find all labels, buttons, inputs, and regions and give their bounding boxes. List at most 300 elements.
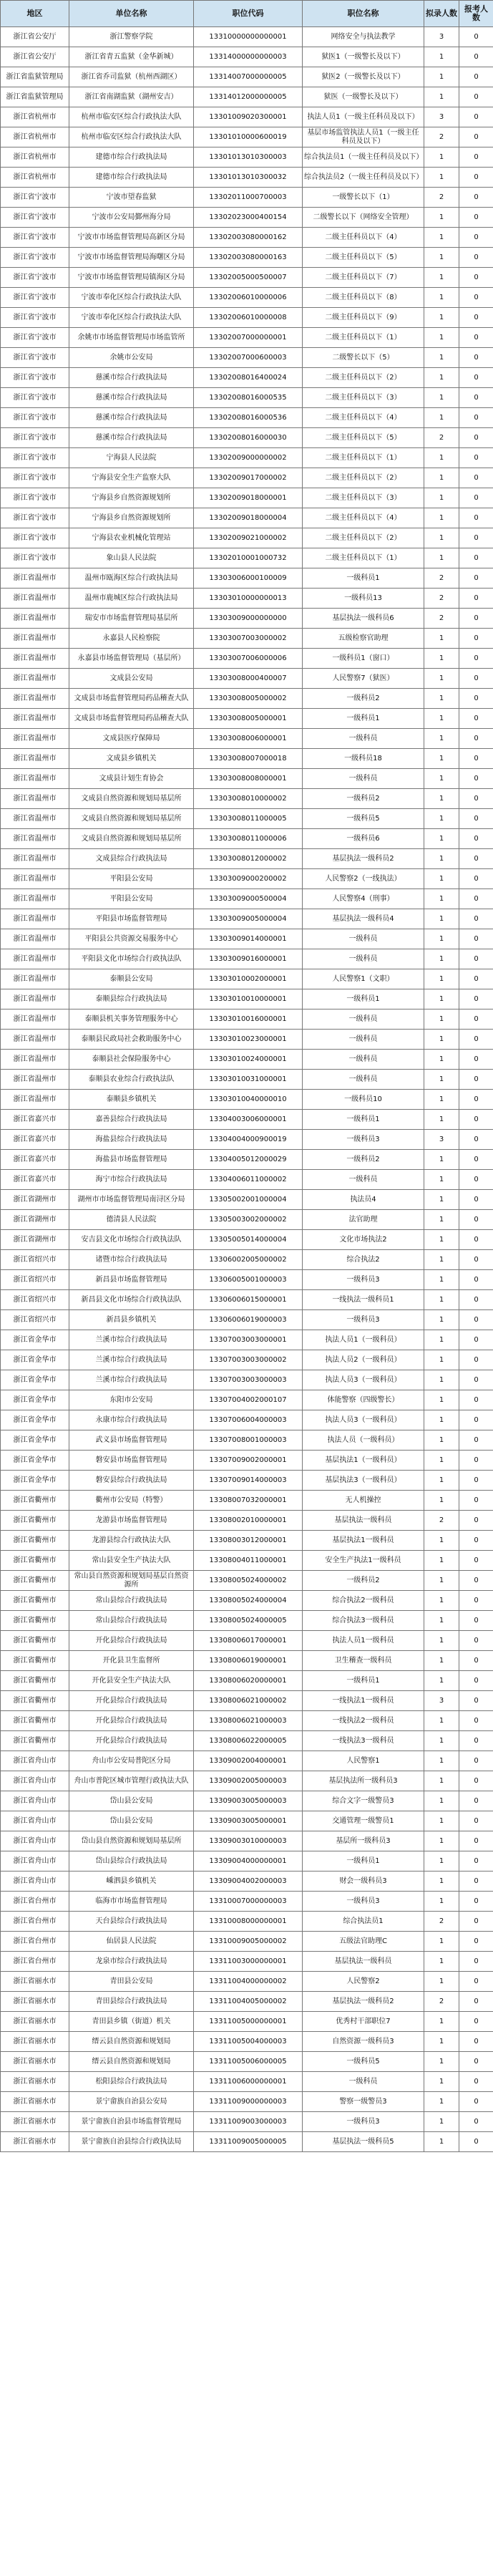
cell-quota: 1 — [424, 308, 459, 328]
cell-code: 13303008010000002 — [194, 789, 303, 809]
table-row — [1, 1090, 493, 1110]
cell-quota: 1 — [424, 949, 459, 969]
table-row — [1, 829, 493, 849]
cell-position: 人民警察1（文职） — [303, 969, 424, 989]
cell-code: 13308005024000004 — [194, 1591, 303, 1611]
cell-region: 浙江省丽水市 — [1, 2052, 69, 2072]
cell-quota: 1 — [424, 1751, 459, 1771]
cell-region: 浙江省衢州市 — [1, 1711, 69, 1731]
cell-code: 13303010002000001 — [194, 969, 303, 989]
table-row — [1, 989, 493, 1009]
cell-unit: 永嘉县市场监督管理局（基层所） — [69, 649, 194, 669]
cell-quota: 1 — [424, 1009, 459, 1030]
cell-position: 人民警察4（刑事） — [303, 889, 424, 909]
cell-quota: 1 — [424, 649, 459, 669]
cell-region: 浙江省温州市 — [1, 829, 69, 849]
table-row — [1, 1771, 493, 1791]
cell-applicants: 0 — [459, 27, 493, 47]
cell-position: 二级主任科员以下（1） — [303, 448, 424, 468]
cell-code: 13302006010000008 — [194, 308, 303, 328]
cell-applicants: 0 — [459, 1932, 493, 1952]
cell-unit: 安吉县文化市场综合行政执法队 — [69, 1230, 194, 1250]
cell-applicants: 0 — [459, 1992, 493, 2012]
table-row — [1, 1912, 493, 1932]
cell-quota: 1 — [424, 67, 459, 87]
cell-quota: 1 — [424, 2072, 459, 2092]
cell-position: 一级科员2 — [303, 689, 424, 709]
table-row — [1, 889, 493, 909]
cell-unit: 宁海县人民法院 — [69, 448, 194, 468]
cell-applicants: 0 — [459, 328, 493, 348]
cell-quota: 1 — [424, 508, 459, 528]
cell-code: 13303008006000001 — [194, 729, 303, 749]
cell-region: 浙江省衢州市 — [1, 1731, 69, 1751]
cell-applicants: 0 — [459, 969, 493, 989]
cell-quota: 2 — [424, 1511, 459, 1531]
cell-applicants: 0 — [459, 1210, 493, 1230]
cell-applicants: 0 — [459, 1471, 493, 1491]
cell-quota: 1 — [424, 1430, 459, 1451]
cell-region: 浙江省丽水市 — [1, 2112, 69, 2132]
cell-quota: 3 — [424, 27, 459, 47]
cell-unit: 临海市市场监督管理局 — [69, 1892, 194, 1912]
cell-applicants: 0 — [459, 1952, 493, 1972]
cell-applicants: 0 — [459, 1611, 493, 1631]
cell-region: 浙江省衢州市 — [1, 1511, 69, 1531]
cell-quota: 2 — [424, 188, 459, 208]
cell-position: 安全生产执法1一级科员 — [303, 1551, 424, 1571]
table-row — [1, 1210, 493, 1230]
cell-applicants: 0 — [459, 508, 493, 528]
cell-region: 浙江省温州市 — [1, 909, 69, 929]
table-row — [1, 1030, 493, 1050]
cell-unit: 缙云县自然资源和规划局 — [69, 2052, 194, 2072]
cell-code: 13301009020300001 — [194, 107, 303, 127]
cell-position: 狱医1（一级警长及以下） — [303, 47, 424, 67]
cell-applicants: 0 — [459, 1370, 493, 1390]
cell-code: 13303008007000018 — [194, 749, 303, 769]
cell-code: 13302011000700003 — [194, 188, 303, 208]
cell-code: 13302009018000001 — [194, 488, 303, 508]
cell-quota: 1 — [424, 2112, 459, 2132]
cell-position: 基层执法一级科员2 — [303, 849, 424, 869]
table-row — [1, 1872, 493, 1892]
cell-unit: 余姚市市场监督管理局市场监管所 — [69, 328, 194, 348]
cell-applicants: 0 — [459, 769, 493, 789]
cell-region: 浙江省温州市 — [1, 789, 69, 809]
cell-position: 二级主任科员以下（2） — [303, 468, 424, 488]
cell-position: 执法人员3（一级科员） — [303, 1370, 424, 1390]
cell-unit: 浙江警察学院 — [69, 27, 194, 47]
cell-region: 浙江省金华市 — [1, 1430, 69, 1451]
table-row — [1, 208, 493, 228]
cell-code: 13308006021000002 — [194, 1691, 303, 1711]
cell-code: 13304005012000029 — [194, 1150, 303, 1170]
cell-position: 一级科员1 — [303, 709, 424, 729]
cell-region: 浙江省嘉兴市 — [1, 1130, 69, 1150]
table-row — [1, 2132, 493, 2152]
cell-quota: 1 — [424, 849, 459, 869]
table-row — [1, 348, 493, 368]
cell-position: 一级科员 — [303, 2072, 424, 2092]
cell-region: 浙江省公安厅 — [1, 47, 69, 67]
cell-region: 浙江省宁波市 — [1, 488, 69, 508]
cell-position: 一级科员1 — [303, 1851, 424, 1872]
cell-region: 浙江省杭州市 — [1, 147, 69, 168]
cell-unit: 宁海县农业机械化管理站 — [69, 528, 194, 548]
cell-applicants: 0 — [459, 789, 493, 809]
cell-applicants: 0 — [459, 528, 493, 548]
table-row — [1, 1972, 493, 1992]
cell-applicants: 0 — [459, 1270, 493, 1290]
cell-position: 综合文字一级警员3 — [303, 1791, 424, 1811]
table-row — [1, 488, 493, 508]
cell-position: 法官助理 — [303, 1210, 424, 1230]
cell-region: 浙江省温州市 — [1, 689, 69, 709]
cell-applicants: 0 — [459, 2072, 493, 2092]
cell-quota: 1 — [424, 448, 459, 468]
table-row — [1, 1491, 493, 1511]
cell-code: 13303009000200002 — [194, 869, 303, 889]
table-row — [1, 147, 493, 168]
cell-applicants: 0 — [459, 1691, 493, 1711]
cell-applicants: 0 — [459, 248, 493, 268]
cell-region: 浙江省金华市 — [1, 1350, 69, 1370]
cell-region: 浙江省公安厅 — [1, 27, 69, 47]
cell-code: 13309002005000003 — [194, 1771, 303, 1791]
cell-quota: 2 — [424, 589, 459, 609]
cell-quota: 1 — [424, 1771, 459, 1791]
cell-quota: 1 — [424, 1451, 459, 1471]
cell-applicants: 0 — [459, 1851, 493, 1872]
table-row — [1, 1992, 493, 2012]
table-row — [1, 1190, 493, 1210]
cell-unit: 青田县乡镇（街道）机关 — [69, 2012, 194, 2032]
cell-position: 综合执法员1（一级主任科员及以下） — [303, 147, 424, 168]
table-row — [1, 1370, 493, 1390]
cell-quota: 1 — [424, 2052, 459, 2072]
table-row — [1, 1110, 493, 1130]
cell-unit: 平阳县公共资源交易服务中心 — [69, 929, 194, 949]
cell-code: 13303009016000001 — [194, 949, 303, 969]
cell-applicants: 0 — [459, 1831, 493, 1851]
cell-quota: 1 — [424, 388, 459, 408]
cell-quota: 1 — [424, 1851, 459, 1872]
cell-position: 优秀村干部职位7 — [303, 2012, 424, 2032]
cell-quota: 1 — [424, 168, 459, 188]
header-row — [1, 1, 493, 27]
cell-code: 13303007003000002 — [194, 629, 303, 649]
cell-region: 浙江省温州市 — [1, 949, 69, 969]
cell-region: 浙江省宁波市 — [1, 208, 69, 228]
table-row — [1, 1731, 493, 1751]
cell-region: 浙江省温州市 — [1, 1030, 69, 1050]
table-row — [1, 1851, 493, 1872]
cell-code: 13308006021000003 — [194, 1711, 303, 1731]
cell-quota: 1 — [424, 1952, 459, 1972]
cell-position: 交通管理一级警员1 — [303, 1811, 424, 1831]
cell-quota: 1 — [424, 929, 459, 949]
cell-position: 二级主任科员以下（8） — [303, 288, 424, 308]
cell-region: 浙江省温州市 — [1, 649, 69, 669]
cell-region: 浙江省丽水市 — [1, 2072, 69, 2092]
cell-position: 无人机操控 — [303, 1491, 424, 1511]
cell-applicants: 0 — [459, 2012, 493, 2032]
cell-unit: 宁波市公安局鄞州海分局 — [69, 208, 194, 228]
table-row — [1, 87, 493, 107]
cell-quota: 1 — [424, 869, 459, 889]
cell-code: 13310008000000001 — [194, 1912, 303, 1932]
cell-applicants: 0 — [459, 568, 493, 589]
cell-applicants: 0 — [459, 1330, 493, 1350]
cell-position: 自然资源一级科员3 — [303, 2032, 424, 2052]
cell-quota: 1 — [424, 1190, 459, 1210]
cell-unit: 德清县人民法院 — [69, 1210, 194, 1230]
cell-applicants: 0 — [459, 107, 493, 127]
cell-position: 网络安全与执法教学 — [303, 27, 424, 47]
cell-position: 体能警察（四级警长） — [303, 1390, 424, 1410]
cell-quota: 1 — [424, 1270, 459, 1290]
cell-code: 13301013010300003 — [194, 147, 303, 168]
cell-position: 综合执法员1 — [303, 1912, 424, 1932]
cell-code: 13302008016400024 — [194, 368, 303, 388]
cell-unit: 东阳市公安局 — [69, 1390, 194, 1410]
cell-region: 浙江省绍兴市 — [1, 1270, 69, 1290]
cell-region: 浙江省湖州市 — [1, 1230, 69, 1250]
cell-region: 浙江省衢州市 — [1, 1551, 69, 1571]
cell-code: 13303008011000005 — [194, 809, 303, 829]
table-row — [1, 689, 493, 709]
cell-applicants: 0 — [459, 168, 493, 188]
cell-applicants: 0 — [459, 2132, 493, 2152]
cell-unit: 建德市综合行政执法局 — [69, 168, 194, 188]
cell-position: 基层执法一级科员 — [303, 1952, 424, 1972]
table-row — [1, 1651, 493, 1671]
cell-code: 13308007032000001 — [194, 1491, 303, 1511]
table-row — [1, 448, 493, 468]
cell-position: 一级科员2 — [303, 1571, 424, 1591]
cell-quota: 1 — [424, 1631, 459, 1651]
cell-quota: 1 — [424, 1410, 459, 1430]
cell-applicants: 0 — [459, 548, 493, 568]
cell-applicants: 0 — [459, 1491, 493, 1511]
cell-position: 综合执法2一级科员 — [303, 1591, 424, 1611]
table-row — [1, 1310, 493, 1330]
cell-quota: 3 — [424, 1130, 459, 1150]
table-row — [1, 107, 493, 127]
table-row — [1, 1150, 493, 1170]
cell-code: 13301010000600019 — [194, 127, 303, 147]
cell-position: 二级主任科员以下（3） — [303, 388, 424, 408]
cell-quota: 1 — [424, 1230, 459, 1250]
cell-applicants: 0 — [459, 1350, 493, 1370]
header-quota: 拟录人数 — [424, 1, 459, 27]
cell-position: 一级科员5 — [303, 2052, 424, 2072]
table-row — [1, 2092, 493, 2112]
cell-quota: 1 — [424, 1972, 459, 1992]
cell-region: 浙江省嘉兴市 — [1, 1150, 69, 1170]
cell-quota: 1 — [424, 1491, 459, 1511]
table-row — [1, 1390, 493, 1410]
cell-code: 13302005000500007 — [194, 268, 303, 288]
cell-code: 13302009018000004 — [194, 508, 303, 528]
cell-unit: 天台县综合行政执法局 — [69, 1912, 194, 1932]
cell-region: 浙江省丽水市 — [1, 1972, 69, 1992]
cell-position: 二级主任科员以下（1） — [303, 548, 424, 568]
cell-applicants: 0 — [459, 127, 493, 147]
cell-quota: 1 — [424, 1711, 459, 1731]
cell-region: 浙江省温州市 — [1, 889, 69, 909]
cell-code: 13302006010000006 — [194, 288, 303, 308]
table-row — [1, 589, 493, 609]
table-row — [1, 248, 493, 268]
cell-quota: 1 — [424, 989, 459, 1009]
cell-position: 一线执法1一级科员 — [303, 1691, 424, 1711]
cell-code: 13309003005000003 — [194, 1791, 303, 1811]
cell-quota: 1 — [424, 208, 459, 228]
cell-applicants: 0 — [459, 388, 493, 408]
cell-quota: 1 — [424, 1150, 459, 1170]
cell-unit: 文成县综合行政执法局 — [69, 849, 194, 869]
cell-applicants: 0 — [459, 949, 493, 969]
cell-quota: 1 — [424, 969, 459, 989]
cell-position: 卫生稽查一级科员 — [303, 1651, 424, 1671]
cell-code: 13307006004000003 — [194, 1410, 303, 1430]
cell-applicants: 0 — [459, 669, 493, 689]
cell-quota: 1 — [424, 1611, 459, 1631]
cell-code: 13303009014000001 — [194, 929, 303, 949]
cell-code: 13308002010000001 — [194, 1511, 303, 1531]
cell-applicants: 0 — [459, 1290, 493, 1310]
cell-applicants: 0 — [459, 1150, 493, 1170]
table-row — [1, 468, 493, 488]
cell-region: 浙江省宁波市 — [1, 508, 69, 528]
cell-applicants: 0 — [459, 488, 493, 508]
cell-unit: 开化县安全生产执法大队 — [69, 1671, 194, 1691]
cell-code: 13307004002000107 — [194, 1390, 303, 1410]
cell-unit: 文成县自然资源和规划局基层所 — [69, 829, 194, 849]
cell-code: 13308004011000001 — [194, 1551, 303, 1571]
cell-position: 一级科员 — [303, 929, 424, 949]
cell-unit: 景宁畲族自治县公安局 — [69, 2092, 194, 2112]
cell-region: 浙江省温州市 — [1, 629, 69, 649]
cell-position: 二级主任科员以下（3） — [303, 488, 424, 508]
cell-unit: 松阳县综合行政执法局 — [69, 2072, 194, 2092]
cell-position: 人民警察7（狱医） — [303, 669, 424, 689]
cell-unit: 龙游县综合行政执法大队 — [69, 1531, 194, 1551]
cell-applicants: 0 — [459, 849, 493, 869]
cell-code: 13307003003000002 — [194, 1350, 303, 1370]
cell-unit: 岱山县综合行政执法局 — [69, 1851, 194, 1872]
table-row — [1, 609, 493, 629]
cell-quota: 1 — [424, 689, 459, 709]
cell-applicants: 0 — [459, 1912, 493, 1932]
cell-region: 浙江省温州市 — [1, 769, 69, 789]
cell-applicants: 0 — [459, 869, 493, 889]
cell-position: 五级检察官助理 — [303, 629, 424, 649]
cell-code: 13307009002000001 — [194, 1451, 303, 1471]
cell-region: 浙江省温州市 — [1, 589, 69, 609]
cell-quota: 1 — [424, 87, 459, 107]
cell-applicants: 0 — [459, 1811, 493, 1831]
cell-position: 基层执法一级科员5 — [303, 2132, 424, 2152]
cell-applicants: 0 — [459, 408, 493, 428]
cell-region: 浙江省湖州市 — [1, 1190, 69, 1210]
cell-applicants: 0 — [459, 468, 493, 488]
cell-code: 13303008012000002 — [194, 849, 303, 869]
table-row — [1, 1551, 493, 1571]
cell-unit: 嵊泗县乡镇机关 — [69, 1872, 194, 1892]
header-code: 职位代码 — [194, 1, 303, 27]
cell-applicants: 0 — [459, 1110, 493, 1130]
cell-position: 一级科员3 — [303, 1270, 424, 1290]
cell-unit: 海宁市综合行政执法局 — [69, 1170, 194, 1190]
cell-code: 13302009000000002 — [194, 448, 303, 468]
cell-applicants: 0 — [459, 87, 493, 107]
cell-region: 浙江省温州市 — [1, 929, 69, 949]
cell-unit: 仙居县人民法院 — [69, 1932, 194, 1952]
cell-quota: 1 — [424, 769, 459, 789]
cell-unit: 慈溪市综合行政执法局 — [69, 368, 194, 388]
cell-region: 浙江省温州市 — [1, 809, 69, 829]
cell-quota: 1 — [424, 1671, 459, 1691]
cell-quota: 1 — [424, 1471, 459, 1491]
cell-quota: 1 — [424, 809, 459, 829]
cell-applicants: 0 — [459, 208, 493, 228]
cell-region: 浙江省金华市 — [1, 1410, 69, 1430]
cell-quota: 1 — [424, 1030, 459, 1050]
table-row — [1, 1811, 493, 1831]
cell-region: 浙江省衢州市 — [1, 1691, 69, 1711]
cell-applicants: 0 — [459, 308, 493, 328]
table-row — [1, 769, 493, 789]
cell-code: 13310007000000003 — [194, 1892, 303, 1912]
cell-position: 一级科员2 — [303, 1150, 424, 1170]
cell-code: 13303010010000001 — [194, 989, 303, 1009]
table-row — [1, 2112, 493, 2132]
cell-region: 浙江省绍兴市 — [1, 1250, 69, 1270]
cell-code: 13306002005000002 — [194, 1250, 303, 1270]
cell-position: 警察一级警员3 — [303, 2092, 424, 2112]
cell-region: 浙江省杭州市 — [1, 168, 69, 188]
cell-quota: 1 — [424, 1170, 459, 1190]
cell-quota: 1 — [424, 669, 459, 689]
table-row — [1, 168, 493, 188]
cell-quota: 1 — [424, 348, 459, 368]
cell-position: 人民警察2（一线执法） — [303, 869, 424, 889]
cell-position: 二级主任科员以下（2） — [303, 528, 424, 548]
cell-code: 13306006015000001 — [194, 1290, 303, 1310]
cell-quota: 1 — [424, 1350, 459, 1370]
cell-position: 基层执法一级科员 — [303, 1511, 424, 1531]
cell-code: 13311004000000002 — [194, 1972, 303, 1992]
cell-code: 13304004000900019 — [194, 1130, 303, 1150]
cell-unit: 磐安县综合行政执法局 — [69, 1471, 194, 1491]
cell-unit: 景宁畲族自治县综合行政执法局 — [69, 2132, 194, 2152]
table-row — [1, 1691, 493, 1711]
cell-quota: 1 — [424, 488, 459, 508]
cell-quota: 1 — [424, 1811, 459, 1831]
cell-unit: 慈溪市综合行政执法局 — [69, 428, 194, 448]
cell-code: 13303010000000013 — [194, 589, 303, 609]
cell-quota: 1 — [424, 1651, 459, 1671]
cell-quota: 1 — [424, 1370, 459, 1390]
cell-code: 13302023000400154 — [194, 208, 303, 228]
cell-unit: 建德市综合行政执法局 — [69, 147, 194, 168]
cell-applicants: 0 — [459, 809, 493, 829]
table-row — [1, 1350, 493, 1370]
cell-applicants: 0 — [459, 1791, 493, 1811]
